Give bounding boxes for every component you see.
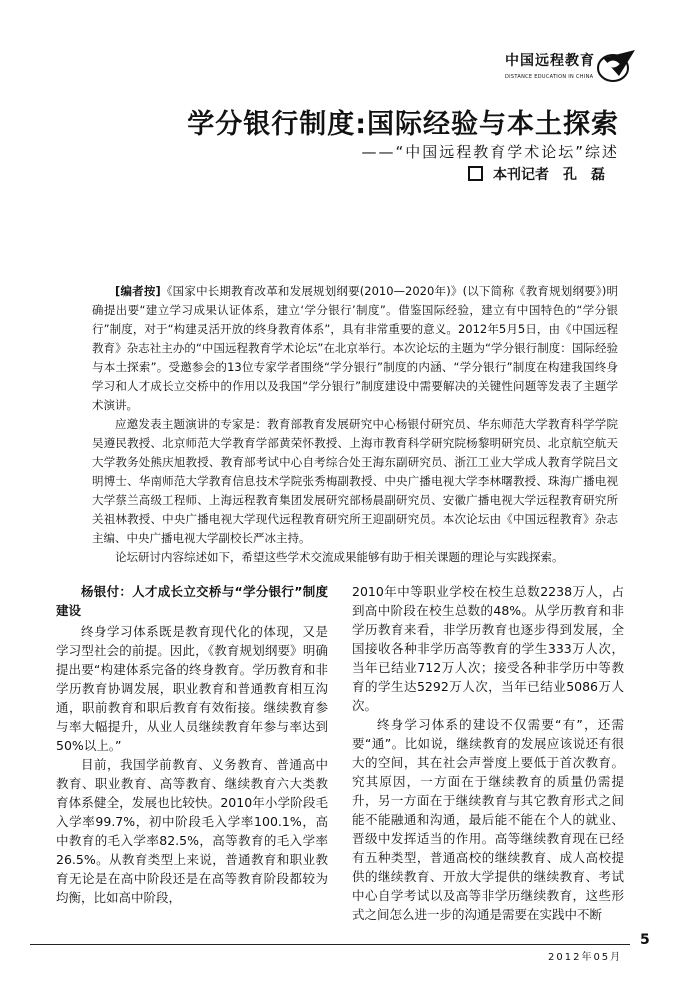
body-paragraph: 终身学习体系既是教育现代化的体现，又是学习型社会的前提。因此，《教育规划纲要》明确提出要“构建体系完备的终身教育。学历教育和非学历教育协调发展，职业教育和普通教育相互沟通，职前教育和职后教育有效衔接。继续教育参与率大幅提升，从业人员继续教育年参与率达到50%以上。” [56,624,328,753]
body-paragraph: 目前，我国学前教育、义务教育、普通高中教育、职业教育、高等教育、继续教育六大类教育体系健全，发展也比较快。2010年小学阶段毛入学率99.7%，初中阶段毛入学率100.1%，高中教育的毛入学率82.5%，高等教育的毛入学率26.5%。从教育类型上来说，普通教育和职业教育无论是在高中阶段还是在高等教育阶段都较为均衡，比如高中阶段， [56,757,328,905]
journal-logo [505,50,635,95]
section-heading: 杨银付：人才成长立交桥与“学分银行”制度建设 [56,584,328,618]
body-column-right [352,582,624,924]
issue-date: 2012年05月 [548,952,623,963]
footer-rule [30,944,630,945]
journal-emblem-icon [595,46,635,86]
author-label: 本刊记者 [493,167,549,183]
editor-note-paragraph: 论坛研讨内容综述如下，希望这些学术交流成果能够有助于相关课题的理论与实践探索。 [115,550,564,564]
author-line [468,164,619,184]
article-title: 学分银行制度:国际经验与本土探索 [187,109,619,140]
editor-note-paragraph: 应邀发表主题演讲的专家是：教育部教育发展研究中心杨银付研究员、华东师范大学教育科学学院吴遵民教授、北京师范大学教育学部黄荣怀教授、上海市教育科学研究院杨黎明研究员、北京航空航天大学教务处熊庆旭教授、教育部考试中心自考综合处王海东副研究员、浙江工业大学成人教育学院吕文明博士、华南师范大学教育信息技术学院张秀梅副教授、中央广播电视大学李林曙教授、珠海广播电视大学蔡兰高级工程师、上海远程教育集团发展研究部杨晨副研究员、安徽广播电视大学远程教育研究所关祖林教授、中央广播电视大学现代远程教育研究所王迎副研究员。本次论坛由《中国远程教育》杂志主编、中央广播电视大学副校长严冰主持。 [92,417,618,545]
editor-note-text: 《国家中长期教育改革和发展规划纲要(2010—2020年)》(以下简称《教育规划纲要》)明确提出要“建立学习成果认证体系，建立‘学分银行’制度”。借鉴国际经验，建立有中国特色的“学分银行”制度，对于“构建灵活开放的终身教育体系”，具有非常重要的意义。2012年5月5日，由《中国远程教育》杂志社主办的“中国远程教育学术论坛”在北京举行。本次论坛的主题为“学分银行制度：国际经验与本土探索”。受邀参会的13位专家学者围绕“学分银行”制度的内涵、“学分银行”制度在构建我国终身学习和人才成长立交桥中的作用以及我国“学分银行”制度建设中需要解决的关键性问题等发表了主题学术演讲。 [92,284,618,412]
author-name: 孔磊 [563,167,619,183]
square-bullet-icon [468,166,483,181]
editor-note-paragraph [92,282,618,415]
editor-note [92,282,618,567]
body-column-left [56,582,328,907]
page-number: 5 [640,932,650,948]
editor-note-label: [编者按] [115,284,161,298]
article-subtitle: ——“中国远程教育学术论坛”综述 [361,143,619,161]
body-paragraph: 2010年中等职业学校在校生总数2238万人，占到高中阶段在校生总数的48%。从学历教育和非学历教育来看，非学历教育也逐步得到发展，全国接收各种非学历高等教育的学生333万人次，当年已结业712万人次；接受各种非学历中等教育的学生达5292万人次，当年已结业5086万人次。 [352,584,624,713]
journal-name-en: DISTANCE EDUCATION IN CHINA [505,74,594,80]
journal-name: 中国远程教育 [505,53,595,69]
body-paragraph: 终身学习体系的建设不仅需要“有”，还需要“通”。比如说，继续教育的发展应该说还有很大的空间，其在社会声誉度上要低于首次教育。究其原因，一方面在于继续教育的质量仍需提升，另一方面在于继续教育与其它教育形式之间能不能融通和沟通，最后能不能在个人的就业、晋级中发挥适当的作用。高等继续教育现在已经有五种类型，普通高校的继续教育、成人高校提供的继续教育、开放大学提供的继续教育、考试中心自学考试以及高等非学历继续教育，这些形式之间怎么进一步的沟通是需要在实践中不断 [352,717,624,922]
